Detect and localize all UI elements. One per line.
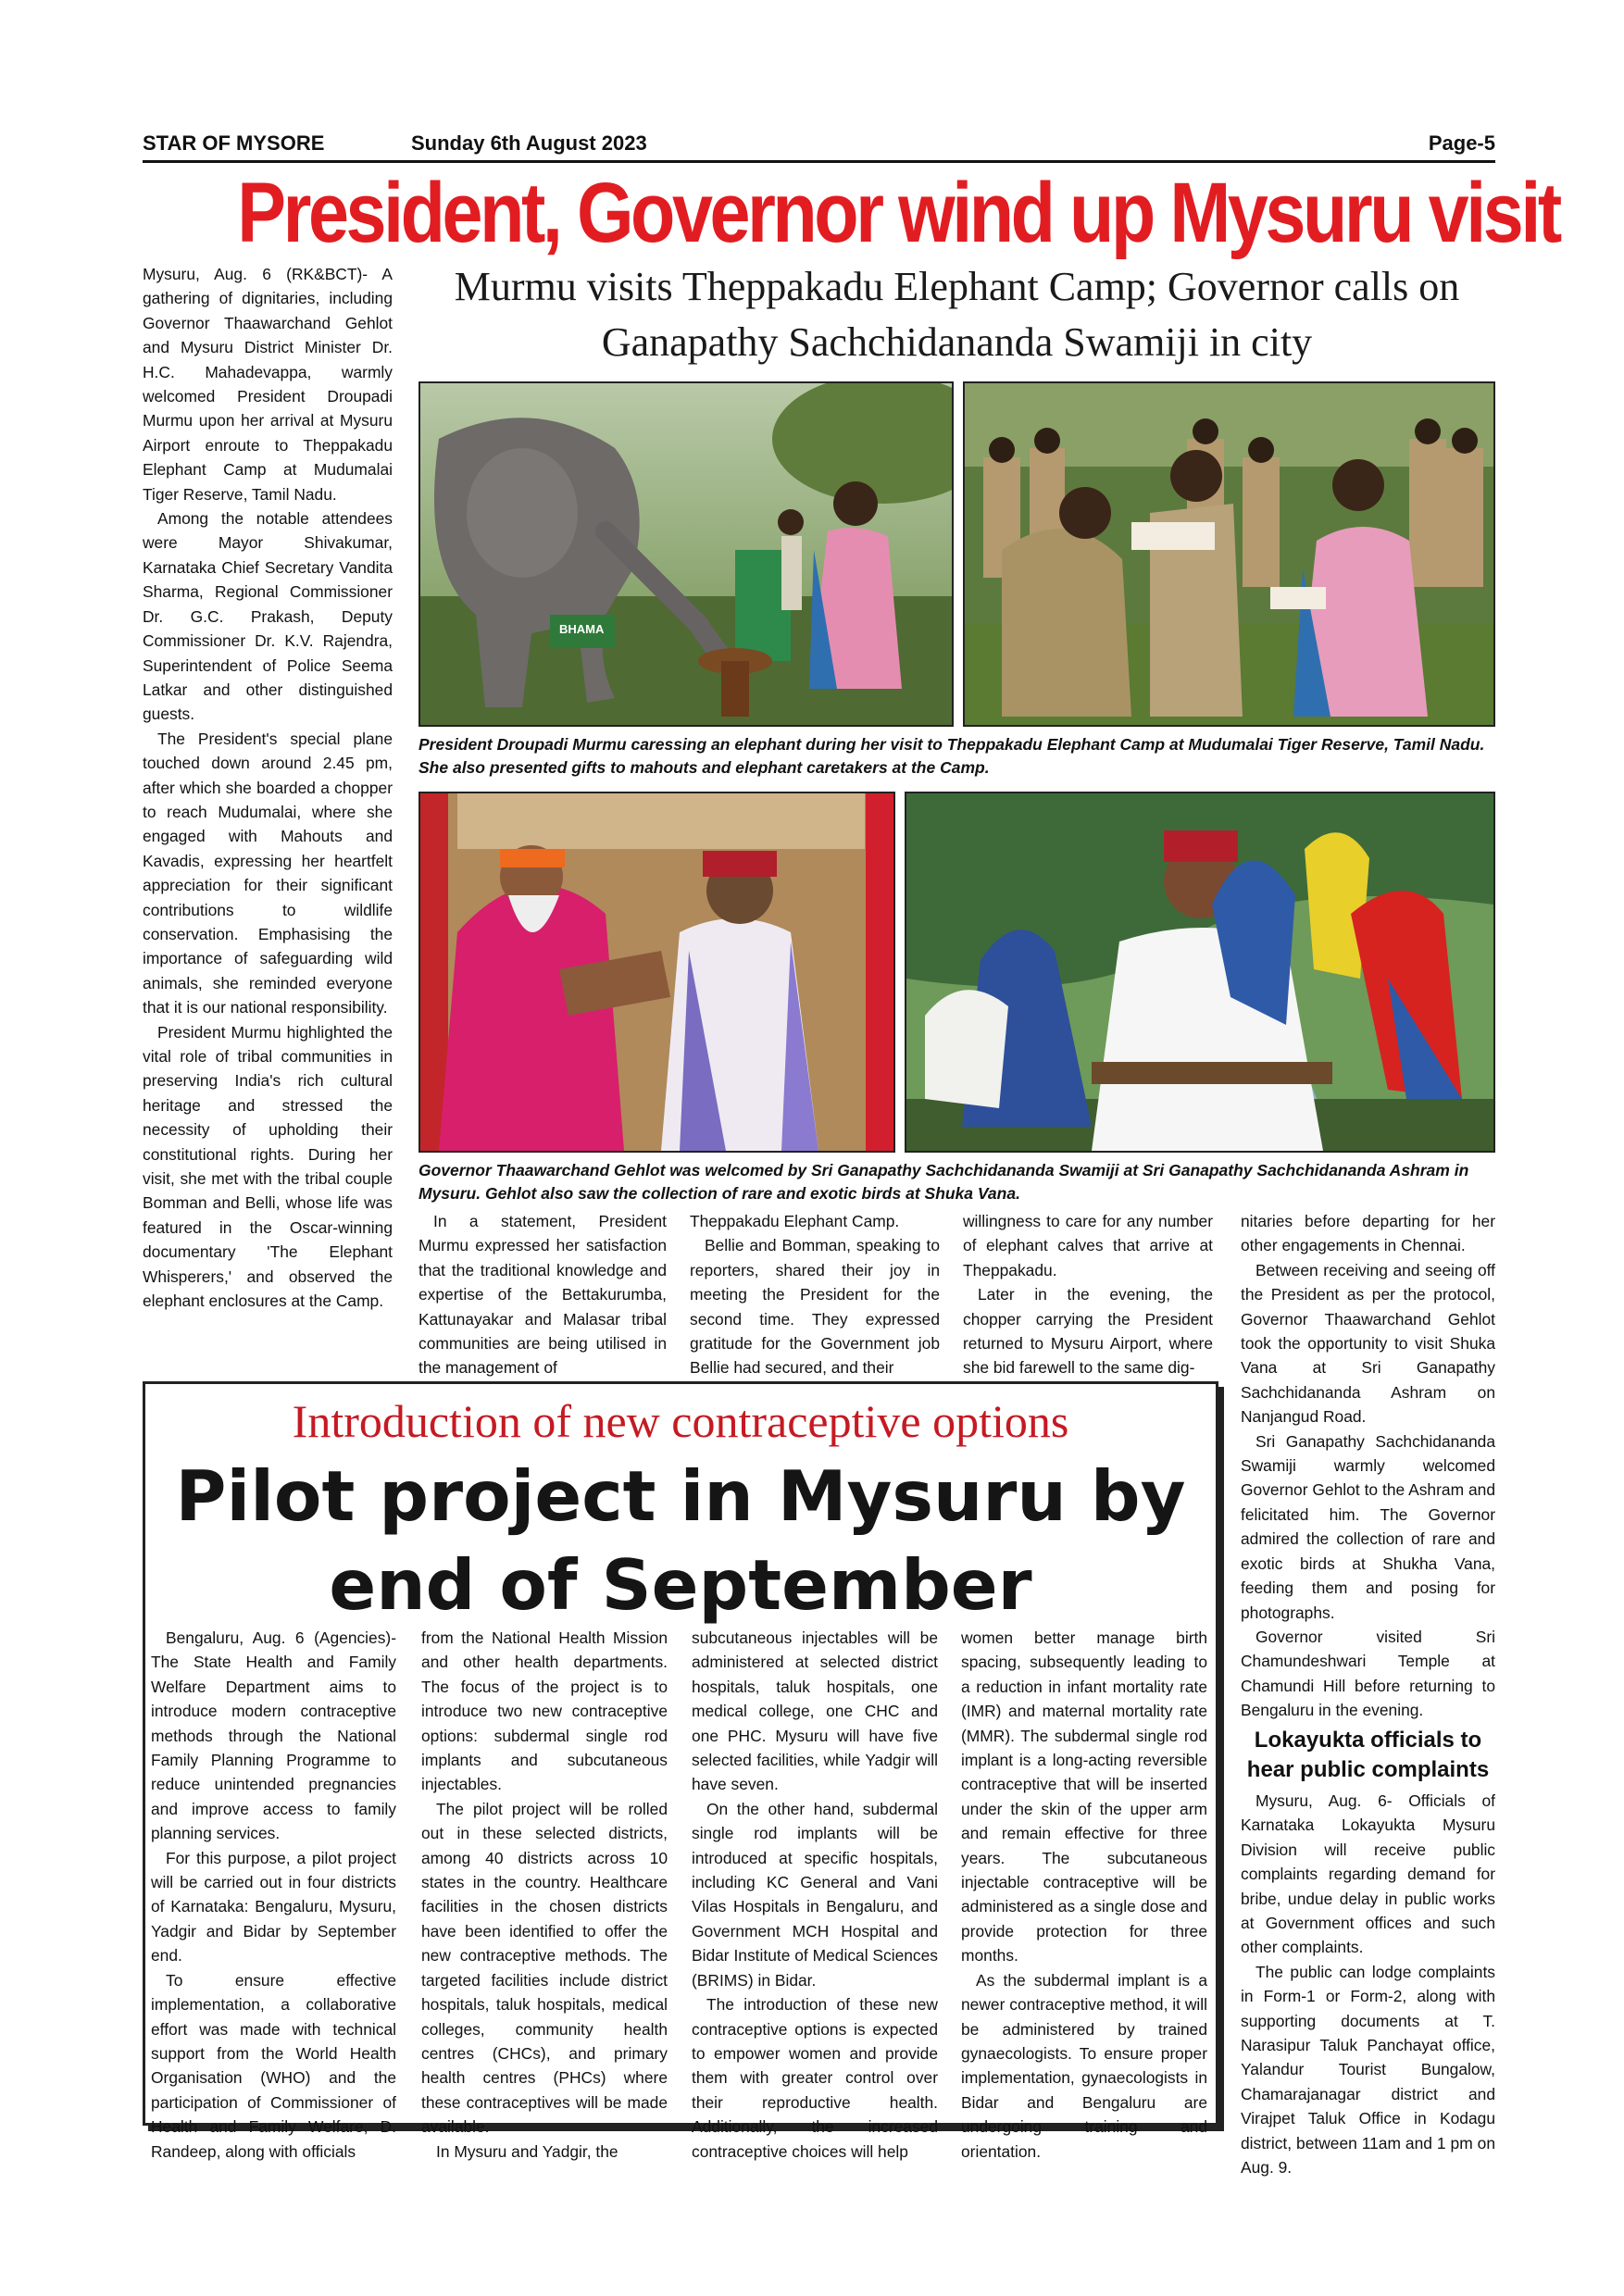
photo-birds xyxy=(905,792,1495,1153)
paragraph: Theppakadu Elephant Camp. xyxy=(690,1212,900,1230)
paragraph: The introduction of these new contraceptive options is expected to empower women and provide them with greater control over their reproductive health. Additionally, the increased contraceptive choices will help xyxy=(692,1995,938,2161)
paragraph: subcutaneous injectables will be administered at selected district hospitals, taluk hospitals, one medical college, one CHC and one PHC. Mysuru will have five selected facilities, while Yadgir will have seven. xyxy=(692,1628,938,1794)
paragraph: The public can lodge complaints in Form-1 or Form-2, along with supporting documents at T. Narasipur Taluk Panchayat office, Yalandur Tourist Bungalow, Chamarajanagar district and Virajpet Taluk Office in Kodagu district, between 11am and 1 pm on Aug. 9. xyxy=(1241,1962,1495,2177)
paragraph: In Mysuru and Yadgir, the xyxy=(436,2141,618,2161)
paragraph: Mysuru, Aug. 6- Officials of Karnataka Lokayukta Mysuru Division will receive public complaints regarding demand for bribe, undue delay in public works at Government offices and such other complaints. xyxy=(1241,1791,1495,1957)
mahouts-photo-image xyxy=(965,383,1493,725)
elephant-photo-image xyxy=(420,383,952,725)
caption-top: President Droupadi Murmu caressing an elephant during her visit to Theppakadu Elephant Camp at Mudumalai Tiger Reserve, Tamil Nadu. She also presented gifts to mahouts and elephant caretakers at the Camp. xyxy=(418,735,1485,777)
story1-left-column xyxy=(143,262,393,1313)
story2-col2 xyxy=(421,1626,668,2164)
story1-col2 xyxy=(418,1209,667,1380)
paragraph: from the National Health Mission and other health departments. The focus of the project is to introduce two new contraceptive options: subdermal single rod implants and subcutaneous injectables. xyxy=(421,1628,668,1794)
story3-body xyxy=(1241,1789,1495,2180)
story3-headline-line1: Lokayukta officials to xyxy=(1254,1728,1482,1753)
story2-col3 xyxy=(692,1626,938,2164)
story1-right-column xyxy=(1241,1209,1495,1723)
paragraph: Between receiving and seeing off the President as per the protocol, Governor Thaawarchand Gehlot took the opportunity to visit Shuka Vana at Sri Ganapathy Sachchidananda Ashram on Nanjangud Road. xyxy=(1241,1260,1495,1427)
photo-swamiji xyxy=(418,792,895,1153)
elephant-sign-label: BHAMA xyxy=(559,622,605,636)
paragraph: willingness to care for any number of elephant calves that arrive at Theppakadu. xyxy=(963,1212,1213,1279)
paragraph: Mysuru, Aug. 6 (RK&BCT)- A gathering of dignitaries, including Governor Thaawarchand Gehlot and Mysuru District Minister Dr. H.C. Mahadevappa, warmly welcomed President Droupadi Murmu upon her arrival at Mysuru Airport enroute to Theppakadu Elephant Camp at Mudumalai Tiger Reserve, Tamil Nadu. xyxy=(143,265,393,504)
paragraph: In a statement, President Murmu expressed her satisfaction that the traditional knowledge and expertise of the Bettakurumba, Kattunayakar and Malasar tribal communities are being utilised in the management of xyxy=(418,1212,667,1378)
paragraph: women better manage birth spacing, subsequently leading to a reduction in infant mortality rate (IMR) and maternal mortality rate (MMR). The subdermal single rod implant is a long-acting reversible contraceptive that will be inserted under the skin of the upper arm and remain effective for three years. The subcutaneous injectable contraceptive will be administered as a single dose and provide protection for three months. xyxy=(961,1628,1207,1965)
issue-date: Sunday 6th August 2023 xyxy=(411,131,647,155)
story1-col4 xyxy=(963,1209,1213,1380)
page-number: Page-5 xyxy=(1428,131,1495,155)
paragraph: Bellie and Bomman, speaking to reporters, shared their joy in meeting the President for the second time. They expressed gratitude for the Government job Bellie had secured, and their xyxy=(690,1236,940,1378)
masthead-rule xyxy=(143,160,1495,163)
story2-col1 xyxy=(151,1626,396,2164)
main-headline: President, Governor wind up Mysuru visit xyxy=(237,166,1559,260)
birds-photo-image xyxy=(906,793,1493,1151)
paragraph: Governor visited Sri Chamundeshwari Temple at Chamundi Hill before returning to Bengaluru in the evening. xyxy=(1241,1627,1495,1720)
paragraph: Among the notable attendees were Mayor Shivakumar, Karnataka Chief Secretary Vandita Sharma, Regional Commissioner Dr. G.C. Prakash, Deputy Commissioner Dr. K.V. Rajendra, Superintendent of Police Seema Latkar and other distinguished guests. xyxy=(143,509,393,724)
story3-headline xyxy=(1241,1726,1495,1785)
paragraph: President Murmu highlighted the vital role of tribal communities in preserving India's rich cultural heritage and stressed the necessity of upholding their constitutional rights. During her visit, she met with the tribal couple Bomman and Belli, whose life was featured in the Oscar-winning documentary 'The Elephant Whisperers,' and observed the elephant enclosures at the Camp. xyxy=(143,1022,393,1311)
story3-headline-line2: hear public complaints xyxy=(1246,1757,1490,1782)
paragraph: On the other hand, subdermal single rod implants will be introduced at specific hospitals, including KC General and Vani Vilas Hospitals in Bengaluru, and Government MCH Hospital and Bidar Institute of Medical Sciences (BRIMS) in Bidar. xyxy=(692,1799,938,1990)
story2-headline: Pilot project in Mysuru by end of September xyxy=(175,1455,1186,1626)
caption-bottom: Governor Thaawarchand Gehlot was welcomed by Sri Ganapathy Sachchidananda Swamiji at Sri Ganapathy Sachchidananda Ashram in Mysuru. Gehlot also saw the collection of rare and exotic birds at Shuka Vana. xyxy=(418,1161,1469,1203)
paragraph: Sri Ganapathy Sachchidananda Swamiji warmly welcomed Governor Gehlot to the Ashram and felicitated him. The Governor admired the collection of rare and exotic birds at Shukha Vana, feeding them and posing for photographs. xyxy=(1241,1431,1495,1622)
paragraph: The pilot project will be rolled out in these selected districts, among 40 districts across 10 states in the country. Healthcare facilities in the chosen districts have been identified to offer the new contraceptive methods. The targeted facilities include district hospitals, taluk hospitals, medical colleges, community health centres (CHCs), and primary health centres (PHCs) where these contraceptives will be made available. xyxy=(421,1799,668,2137)
photo-elephant xyxy=(418,381,954,727)
photo-mahouts xyxy=(963,381,1495,727)
story2-col4 xyxy=(961,1626,1207,2164)
paragraph: Later in the evening, the chopper carrying the President returned to Mysuru Airport, where she bid farewell to the same dig- xyxy=(963,1285,1213,1378)
paragraph: As the subdermal implant is a newer contraceptive method, it will be administered by trained gynaecologists. To ensure proper implementation, gynaecologists in Bidar and Bengaluru are undergoing training and orientation. xyxy=(961,1970,1207,2161)
paragraph: For this purpose, a pilot project will be carried out in four districts of Karnataka: Bengaluru, Mysuru, Yadgir and Bidar by September end. xyxy=(151,1848,396,1965)
story1-col3 xyxy=(690,1209,940,1380)
swamiji-photo-image xyxy=(420,793,893,1151)
paragraph: To ensure effective implementation, a collaborative effort was made with technical support from the World Health Organisation (WHO) and the participation of Commissioner of Health and Family Welfare, D. Randeep, along with officials xyxy=(151,1970,396,2161)
paragraph: Bengaluru, Aug. 6 (Agencies)- The State Health and Family Welfare Department aims to introduce modern contraceptive methods through the National Family Planning Programme to reduce unintended pregnancies and improve access to family planning services. xyxy=(151,1628,396,1843)
story1-subhead: Murmu visits Theppakadu Elephant Camp; Governor calls on Ganapathy Sachchidananda Swamiji in city xyxy=(454,264,1460,365)
story2-kicker: Introduction of new contraceptive options xyxy=(292,1395,1069,1447)
paragraph: nitaries before departing for her other engagements in Chennai. xyxy=(1241,1212,1495,1255)
paper-name: STAR OF MYSORE xyxy=(143,131,325,155)
paragraph: The President's special plane touched down around 2.45 pm, after which she boarded a chopper to reach Mudumalai, where she engaged with Mahouts and Kavadis, expressing her heartfelt appreciation for their significant contributions to wildlife conservation. Emphasising the importance of safeguarding wild animals, she reminded everyone that it is our national responsibility. xyxy=(143,729,393,1017)
